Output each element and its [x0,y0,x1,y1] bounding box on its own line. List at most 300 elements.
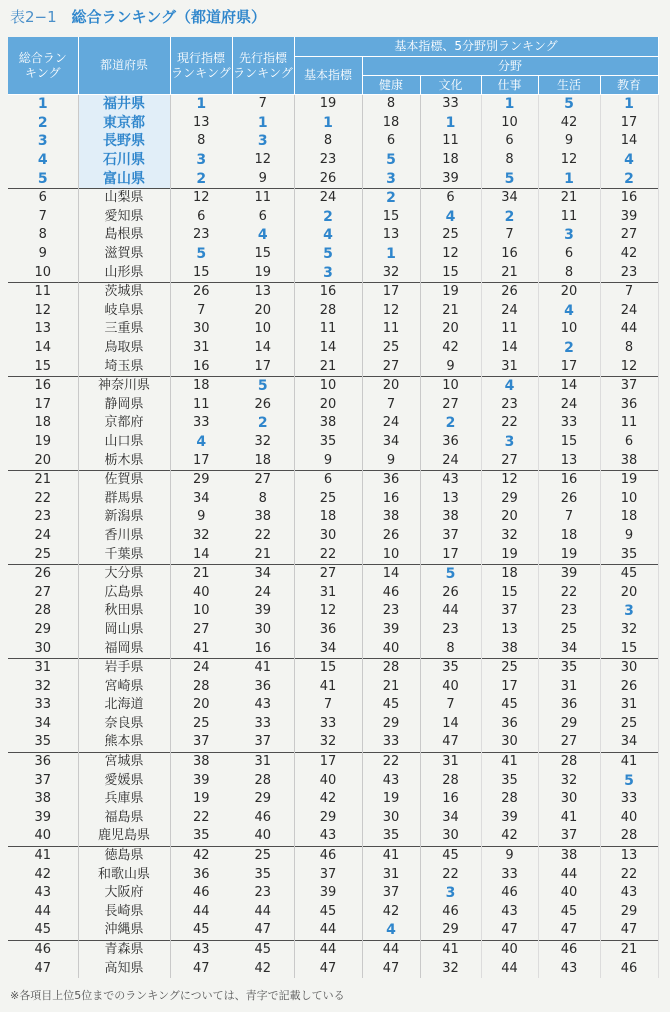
cell-pref: 静岡県 [78,396,170,415]
cell-basic: 28 [294,302,362,321]
cell-health: 19 [362,790,420,809]
cell-basic: 47 [294,959,362,978]
cell-education: 14 [600,132,658,151]
cell-education: 33 [600,790,658,809]
cell-work: 12 [481,470,538,489]
cell-basic: 24 [294,188,362,207]
cell-rank: 17 [34,396,52,412]
cell-life: 4 [538,302,600,321]
cell-leading: 17 [232,357,294,376]
cell-leading: 10 [232,320,294,339]
cell-health: 12 [362,302,420,321]
cell-current: 19 [192,791,210,807]
cell-current: 29 [170,470,232,489]
cell-rank: 31 [8,658,78,677]
cell-work: 41 [481,752,538,771]
cell-health: 11 [362,320,420,339]
cell-health: 6 [362,132,420,151]
cell-health: 15 [362,208,420,227]
cell-current: 16 [192,358,210,374]
cell-life: 44 [538,865,600,884]
cell-life: 24 [538,396,600,415]
table-row [8,226,658,245]
cell-education: 37 [600,376,658,395]
cell-work: 18 [481,564,538,583]
table-row [8,790,658,809]
table-row [8,433,658,452]
cell-life: 2 [538,339,600,358]
cell-leading: 32 [232,433,294,452]
cell-leading: 40 [232,827,294,846]
cell-rank: 7 [38,208,47,224]
cell-current: 17 [192,452,210,468]
cell-work: 1 [481,95,538,114]
cell-pref: 栃木県 [78,451,170,470]
cell-rank: 46 [8,940,78,959]
table-row [8,639,658,658]
footnote: ※各項目上位5位までのランキングについては、青字で記載している [10,989,345,1002]
cell-current: 40 [192,584,210,600]
cell-life: 36 [538,696,600,715]
cell-rank: 19 [34,433,52,449]
cell-culture: 21 [420,302,481,321]
cell-culture: 19 [420,282,481,301]
cell-pref: 山口県 [78,433,170,452]
cell-health: 7 [362,396,420,415]
cell-current: 47 [192,960,210,976]
cell-current: 10 [192,603,210,619]
cell-health: 29 [362,715,420,734]
cell-culture: 8 [420,639,481,658]
cell-current: 2 [196,170,207,187]
cell-education: 31 [600,696,658,715]
cell-life: 16 [538,470,600,489]
cell-health: 25 [362,339,420,358]
cell-work: 35 [481,771,538,790]
cell-health: 5 [362,151,420,170]
cell-work: 23 [481,396,538,415]
table-row [8,771,658,790]
cell-culture: 9 [420,357,481,376]
cell-health: 27 [362,357,420,376]
cell-current: 8 [197,133,206,149]
cell-education: 16 [600,188,658,207]
cell-life: 12 [538,151,600,170]
cell-pref: 岡山県 [78,621,170,640]
table-row [8,959,658,978]
cell-work: 6 [481,132,538,151]
table-row [8,320,658,339]
cell-pref: 大阪府 [78,884,170,903]
cell-current: 24 [170,658,232,677]
cell-health: 10 [362,545,420,564]
table-row [8,564,658,583]
cell-leading: 2 [232,414,294,433]
cell-pref: 和歌山県 [78,865,170,884]
table-row [8,245,658,264]
cell-health: 20 [362,376,420,395]
cell-education: 34 [600,733,658,752]
cell-health: 44 [362,940,420,959]
cell-basic: 32 [294,733,362,752]
cell-leading: 7 [232,95,294,114]
cell-rank: 6 [8,188,78,207]
cell-pref: 鳥取県 [78,339,170,358]
cell-basic: 42 [294,790,362,809]
cell-life: 18 [538,527,600,546]
header-overall-rank: 総合ラン キング [8,37,78,95]
cell-pref: 宮城県 [78,752,170,771]
cell-culture: 38 [420,508,481,527]
header-culture: 文化 [420,76,481,95]
cell-basic: 7 [294,696,362,715]
cell-pref: 東京都 [78,114,170,133]
cell-life: 26 [538,489,600,508]
cell-pref: 沖縄県 [78,921,170,940]
cell-education: 9 [600,527,658,546]
cell-rank: 13 [34,321,52,337]
cell-education: 25 [600,715,658,734]
cell-pref: 秋田県 [78,602,170,621]
cell-leading: 3 [232,132,294,151]
cell-life: 11 [538,208,600,227]
table-row [8,621,658,640]
cell-pref: 三重県 [78,320,170,339]
cell-leading: 8 [232,489,294,508]
cell-basic: 17 [294,752,362,771]
cell-life: 10 [538,320,600,339]
table-header [8,37,658,95]
cell-rank: 23 [34,509,52,525]
cell-basic: 26 [294,169,362,188]
table-row [8,396,658,415]
cell-pref: 広島県 [78,583,170,602]
cell-work: 21 [481,263,538,282]
cell-leading: 29 [232,790,294,809]
cell-pref: 大分県 [78,564,170,583]
cell-life: 41 [538,809,600,828]
table-row [8,884,658,903]
cell-life: 28 [538,752,600,771]
cell-leading: 9 [232,169,294,188]
header-basic-group: 基本指標、5分野別ランキング [294,37,658,57]
cell-rank: 40 [34,828,52,844]
header-field-group: 分野 [362,57,658,76]
cell-rank: 25 [34,546,52,562]
cell-health: 34 [362,433,420,452]
cell-leading: 44 [232,903,294,922]
cell-pref: 京都府 [78,414,170,433]
cell-pref: 愛知県 [78,208,170,227]
cell-health: 35 [362,827,420,846]
cell-culture: 42 [420,339,481,358]
cell-leading: 42 [232,959,294,978]
cell-rank: 14 [34,340,52,356]
cell-education: 21 [600,940,658,959]
cell-current: 13 [192,114,210,130]
cell-health: 45 [362,696,420,715]
cell-work: 29 [481,489,538,508]
cell-culture: 17 [420,545,481,564]
cell-life: 34 [538,639,600,658]
cell-rank: 12 [34,302,52,318]
cell-life: 19 [538,545,600,564]
cell-basic: 37 [294,865,362,884]
cell-current: 3 [196,152,207,169]
cell-basic: 8 [294,132,362,151]
table-row [8,95,658,114]
cell-culture: 46 [420,903,481,922]
cell-culture: 37 [420,527,481,546]
cell-current: 20 [192,697,210,713]
cell-education: 28 [600,827,658,846]
cell-basic: 45 [294,903,362,922]
cell-culture: 11 [420,132,481,151]
cell-life: 3 [538,226,600,245]
cell-education: 26 [600,677,658,696]
cell-life: 7 [538,508,600,527]
cell-life: 9 [538,132,600,151]
cell-pref: 岩手県 [78,658,170,677]
cell-current: 7 [197,302,206,318]
table-row [8,169,658,188]
cell-health: 26 [362,527,420,546]
cell-leading: 31 [232,752,294,771]
cell-health: 31 [362,865,420,884]
cell-rank: 1 [37,96,48,113]
cell-life: 13 [538,451,600,470]
cell-leading: 1 [232,114,294,133]
cell-basic: 19 [294,95,362,114]
cell-pref: 熊本県 [78,733,170,752]
cell-rank: 22 [34,490,52,506]
cell-current: 15 [192,264,210,280]
table-body [8,95,658,978]
cell-education: 22 [600,865,658,884]
cell-leading: 5 [232,376,294,395]
cell-leading: 39 [232,602,294,621]
cell-life: 17 [538,357,600,376]
cell-rank: 43 [34,885,52,901]
cell-current: 41 [192,640,210,656]
cell-work: 14 [481,339,538,358]
cell-basic: 44 [294,940,362,959]
cell-education: 4 [600,151,658,170]
cell-education: 41 [600,752,658,771]
cell-work: 9 [481,846,538,865]
cell-education: 45 [600,564,658,583]
cell-basic: 5 [294,245,362,264]
cell-rank: 32 [34,678,52,694]
cell-work: 47 [481,921,538,940]
cell-culture: 47 [420,733,481,752]
cell-work: 25 [481,658,538,677]
cell-pref: 高知県 [78,959,170,978]
table-row [8,508,658,527]
cell-culture: 10 [420,376,481,395]
cell-current: 4 [196,433,207,450]
cell-pref: 新潟県 [78,508,170,527]
cell-leading: 13 [232,282,294,301]
cell-education: 46 [600,959,658,978]
cell-culture: 13 [420,489,481,508]
cell-work: 8 [481,151,538,170]
table-row [8,809,658,828]
cell-work: 2 [481,208,538,227]
cell-basic: 38 [294,414,362,433]
cell-leading: 45 [232,940,294,959]
cell-basic: 2 [294,208,362,227]
cell-health: 22 [362,752,420,771]
cell-work: 3 [481,433,538,452]
cell-life: 37 [538,827,600,846]
cell-leading: 23 [232,884,294,903]
cell-leading: 12 [232,151,294,170]
header-prefecture: 都道府県 [78,37,170,95]
cell-current: 1 [196,96,207,113]
cell-rank: 24 [34,527,52,543]
cell-leading: 19 [232,263,294,282]
cell-life: 42 [538,114,600,133]
cell-leading: 24 [232,583,294,602]
cell-pref: 青森県 [78,940,170,959]
cell-life: 32 [538,771,600,790]
cell-basic: 1 [294,114,362,133]
table-row [8,865,658,884]
cell-education: 38 [600,451,658,470]
cell-rank: 21 [8,470,78,489]
cell-basic: 10 [294,376,362,395]
cell-culture: 12 [420,245,481,264]
cell-life: 6 [538,245,600,264]
cell-current: 43 [170,940,232,959]
cell-life: 33 [538,414,600,433]
table-row [8,208,658,227]
cell-basic: 33 [294,715,362,734]
cell-work: 37 [481,602,538,621]
cell-education: 47 [600,921,658,940]
cell-culture: 29 [420,921,481,940]
ranking-table [8,37,659,978]
cell-rank: 3 [37,133,48,150]
cell-education: 7 [600,282,658,301]
cell-basic: 21 [294,357,362,376]
cell-current: 26 [170,282,232,301]
cell-rank: 27 [34,584,52,600]
cell-life: 14 [538,376,600,395]
cell-current: 36 [192,866,210,882]
cell-rank: 16 [8,376,78,395]
cell-work: 10 [481,114,538,133]
cell-pref: 鹿児島県 [78,827,170,846]
cell-leading: 4 [232,226,294,245]
cell-health: 16 [362,489,420,508]
cell-life: 31 [538,677,600,696]
cell-rank: 2 [37,114,48,131]
cell-basic: 14 [294,339,362,358]
cell-work: 7 [481,226,538,245]
table-row [8,545,658,564]
cell-education: 11 [600,414,658,433]
cell-work: 45 [481,696,538,715]
cell-life: 27 [538,733,600,752]
cell-work: 34 [481,188,538,207]
cell-culture: 14 [420,715,481,734]
cell-basic: 44 [294,921,362,940]
cell-education: 29 [600,903,658,922]
cell-pref: 群馬県 [78,489,170,508]
cell-work: 30 [481,733,538,752]
cell-basic: 27 [294,564,362,583]
cell-health: 37 [362,884,420,903]
cell-work: 11 [481,320,538,339]
cell-leading: 47 [232,921,294,940]
cell-health: 2 [362,188,420,207]
cell-rank: 39 [34,809,52,825]
cell-life: 8 [538,263,600,282]
cell-work: 26 [481,282,538,301]
cell-culture: 44 [420,602,481,621]
cell-health: 32 [362,263,420,282]
cell-health: 4 [362,921,420,940]
cell-work: 31 [481,357,538,376]
cell-education: 18 [600,508,658,527]
cell-culture: 34 [420,809,481,828]
cell-basic: 43 [294,827,362,846]
cell-education: 24 [600,302,658,321]
table-row [8,414,658,433]
cell-life: 35 [538,658,600,677]
cell-work: 13 [481,621,538,640]
cell-health: 14 [362,564,420,583]
cell-pref: 茨城県 [78,282,170,301]
cell-education: 44 [600,320,658,339]
cell-leading: 16 [232,639,294,658]
cell-education: 40 [600,809,658,828]
cell-rank: 47 [34,960,52,976]
cell-pref: 香川県 [78,527,170,546]
cell-current: 9 [197,509,206,525]
cell-health: 36 [362,470,420,489]
cell-health: 18 [362,114,420,133]
table-number: 表2−1 [10,8,57,26]
cell-basic: 11 [294,320,362,339]
cell-current: 11 [192,396,210,412]
cell-rank: 38 [34,791,52,807]
table-row [8,733,658,752]
cell-leading: 14 [232,339,294,358]
cell-work: 15 [481,583,538,602]
cell-basic: 39 [294,884,362,903]
cell-leading: 18 [232,451,294,470]
header-education: 教育 [600,76,658,95]
cell-rank: 41 [8,846,78,865]
header-leading-indicator: 先行指標 ランキング [232,37,294,95]
cell-current: 6 [197,208,206,224]
cell-pref: 岐阜県 [78,302,170,321]
cell-current: 39 [192,772,210,788]
cell-current: 44 [192,903,210,919]
cell-leading: 46 [232,809,294,828]
cell-pref: 佐賀県 [78,470,170,489]
table-row [8,846,658,865]
cell-life: 39 [538,564,600,583]
cell-work: 16 [481,245,538,264]
table-row [8,188,658,207]
cell-education: 8 [600,339,658,358]
table-row [8,282,658,301]
cell-health: 23 [362,602,420,621]
